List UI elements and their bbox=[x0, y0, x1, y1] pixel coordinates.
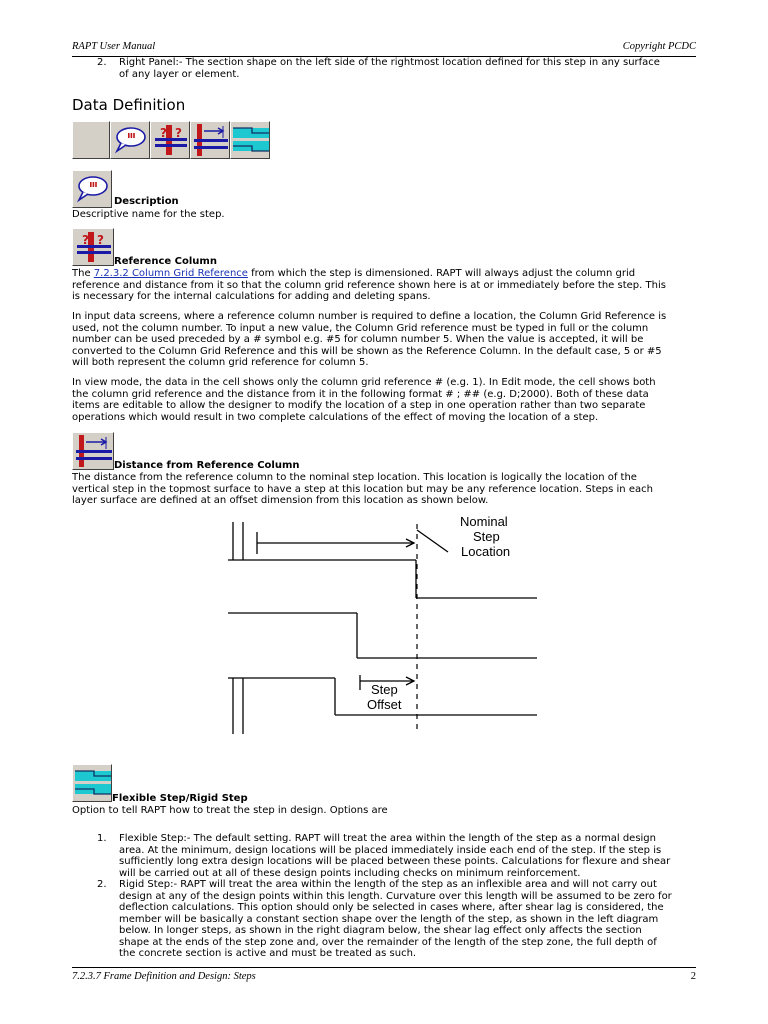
reference-column-icon bbox=[151, 122, 191, 158]
text-line: will both represent the column grid reference for column 5. bbox=[72, 357, 369, 368]
flexible-step-title: Flexible Step/Rigid Step bbox=[112, 793, 248, 804]
distance-toolbar-button[interactable] bbox=[190, 121, 230, 159]
option-number: 2. bbox=[97, 879, 107, 890]
text-run: from which the step is dimensioned. RAPT will always adjust the column grid bbox=[247, 268, 636, 279]
distance-paragraph bbox=[72, 472, 712, 507]
text-line: deflection calculations. This option should only be selected in cases where, after shear lag is considered, the bbox=[119, 902, 664, 913]
page-footer bbox=[72, 971, 696, 985]
flexible-step-icon-box bbox=[72, 764, 112, 802]
page-header bbox=[72, 41, 696, 55]
header-copyright: Copyright PCDC bbox=[622, 41, 696, 52]
text-line: converted to the Column Grid Reference and this will be shown as the Reference Column. In the default case, 5 or #5 bbox=[72, 345, 662, 357]
text-line: below. In longer steps, as shown in the right diagram below, the shear lag effect only affects the section bbox=[119, 925, 642, 936]
text-line: member will be basically a constant section shape over the length of the step, as shown in the left diagram bbox=[119, 913, 659, 925]
reference-column-icon bbox=[73, 229, 115, 265]
section-heading: Data Definition bbox=[72, 96, 186, 114]
reference-column-title: Reference Column bbox=[114, 256, 217, 267]
description-icon-box bbox=[72, 170, 112, 208]
reference-column-paragraph-2 bbox=[72, 311, 712, 369]
data-definition-toolbar bbox=[72, 121, 272, 159]
text-run: The bbox=[72, 268, 94, 279]
text-line: area. At the minimum, design locations will be placed immediately inside each end of the step. If the step is bbox=[119, 844, 662, 856]
description-icon bbox=[111, 122, 151, 158]
distance-icon bbox=[191, 122, 231, 158]
footer-section-title: 7.2.3.7 Frame Definition and Design: Steps bbox=[72, 971, 256, 982]
step-location-diagram bbox=[190, 512, 550, 742]
toolbar-blank-button[interactable] bbox=[72, 121, 110, 159]
flexible-step-options-list bbox=[72, 833, 712, 960]
footer-rule bbox=[72, 967, 696, 968]
offset-label-line1: Step bbox=[371, 682, 398, 697]
nominal-label-line2: Step bbox=[473, 529, 500, 544]
header-title: RAPT User Manual bbox=[72, 41, 156, 52]
description-text: Descriptive name for the step. bbox=[72, 209, 225, 220]
description-toolbar-button[interactable] bbox=[110, 121, 150, 159]
intro-list-item bbox=[72, 57, 712, 80]
description-title: Description bbox=[114, 196, 179, 207]
description-icon bbox=[73, 171, 113, 207]
text-line: reference and distance from it so that the column grid reference shown here is at or immediately before the step. This bbox=[72, 279, 666, 291]
text-line: the column grid reference and the distance from it in the following format # ; ## (e.g. D;2000). Both of these data bbox=[72, 388, 649, 400]
text-line: design at any of the design points within this length. Curvature over this length will be assumed to be zero for bbox=[119, 890, 672, 902]
text-line: is necessary for the internal calculations for adding and deleting spans. bbox=[72, 291, 431, 302]
distance-title: Distance from Reference Column bbox=[114, 460, 300, 471]
text-line: sufficiently long extra design locations will be placed between these points. Calculations for flexure and shear bbox=[119, 856, 671, 867]
reference-column-paragraph-3 bbox=[72, 377, 712, 423]
option-number: 1. bbox=[97, 833, 107, 844]
page-number: 2 bbox=[690, 971, 696, 982]
intro-item-line: Right Panel:- The section shape on the left side of the rightmost location defined for this step in any surface bbox=[119, 57, 660, 68]
flexible-step-intro: Option to tell RAPT how to treat the step in design. Options are bbox=[72, 805, 388, 816]
flexible-step-icon bbox=[231, 122, 271, 158]
text-line: vertical step in the topmost surface to have a step at this location but may be any reference location. Steps in each bbox=[72, 483, 653, 495]
text-line: Flexible Step:- The default setting. RAPT will treat the area within the length of the step as a normal design bbox=[119, 833, 656, 844]
text-line: used, not the column number. To input a new value, the Column Grid reference must be typed in full or the column bbox=[72, 322, 649, 334]
text-line: In view mode, the data in the cell shows only the column grid reference # (e.g. 1). In Edit mode, the cell shows both bbox=[72, 377, 656, 388]
text-line: number can be used preceded by a # symbol e.g. #5 for column number 5. When the value is accepted, it will be bbox=[72, 334, 644, 345]
svg-text:?: ? bbox=[160, 126, 167, 140]
distance-icon bbox=[73, 433, 115, 469]
option-item-flexible bbox=[72, 833, 712, 879]
svg-text:?: ? bbox=[97, 233, 104, 247]
text-line: will be carried out at all of these design points including checks on minimum reinforcement. bbox=[119, 867, 581, 879]
text-line: operations which would result in two complete calculations of the effect of moving the location of a step. bbox=[72, 411, 599, 423]
text-line: the concrete section is active and must be treated as such. bbox=[119, 948, 417, 959]
text-line: The distance from the reference column to the nominal step location. This location is logically the location of the bbox=[72, 472, 637, 483]
reference-column-icon-box bbox=[72, 228, 114, 266]
text-line: shape at the ends of the step zone and, over the remainder of the length of the step zone, the full depth of bbox=[119, 936, 657, 948]
text-line: items are editable to allow the designer to modify the location of a step in one operation rather than two separate bbox=[72, 400, 646, 411]
svg-text:?: ? bbox=[175, 126, 182, 140]
offset-label-line2: Offset bbox=[367, 697, 402, 712]
reference-column-paragraph-1 bbox=[72, 268, 712, 303]
column-grid-reference-link[interactable]: 7.2.3.2 Column Grid Reference bbox=[93, 268, 248, 279]
intro-item-line: of any layer or element. bbox=[119, 68, 240, 80]
nominal-leader-line bbox=[417, 530, 448, 552]
text-line: layer surface are defined at an offset dimension from this location as shown below. bbox=[72, 495, 489, 506]
distance-icon-box bbox=[72, 432, 114, 470]
option-item-rigid bbox=[72, 879, 712, 960]
nominal-label-line3: Location bbox=[461, 544, 511, 559]
intro-item-number: 2. bbox=[97, 57, 107, 68]
reference-column-toolbar-button[interactable] bbox=[150, 121, 190, 159]
nominal-label-line1: Nominal bbox=[460, 514, 508, 529]
text-line: In input data screens, where a reference column number is required to define a location, the Column Grid Reference is bbox=[72, 311, 667, 322]
flexible-step-icon bbox=[73, 765, 113, 801]
flexible-step-toolbar-button[interactable] bbox=[230, 121, 270, 159]
svg-text:?: ? bbox=[82, 233, 89, 247]
text-line: Rigid Step:- RAPT will treat the area within the length of the step as an inflexible area and will not carry out bbox=[119, 879, 657, 890]
